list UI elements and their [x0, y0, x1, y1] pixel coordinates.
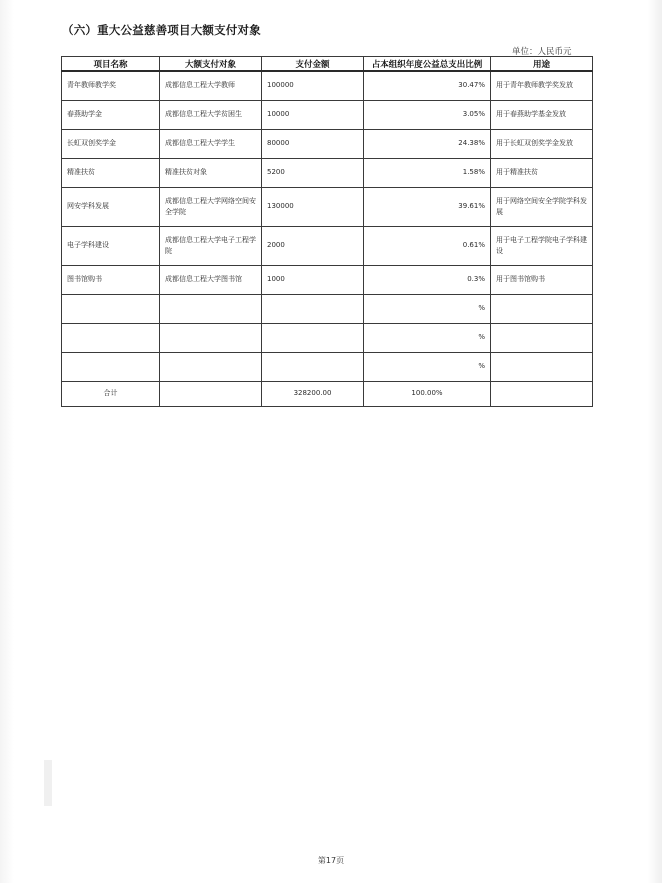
- cell-ratio: 3.05%: [364, 100, 491, 129]
- table-row: [62, 187, 593, 226]
- cell-purpose: 用于青年教师教学奖发放: [491, 71, 593, 100]
- cell-purpose: 用于电子工程学院电子学科建设: [491, 226, 593, 265]
- cell-amount: 130000: [262, 187, 364, 226]
- table-row: [62, 100, 593, 129]
- cell-purpose: 用于网络空间安全学院学科发展: [491, 187, 593, 226]
- total-payee: [160, 381, 262, 406]
- cell-ratio: 39.61%: [364, 187, 491, 226]
- cell-ratio: 1.58%: [364, 158, 491, 187]
- cell-ratio: %: [364, 294, 491, 323]
- table-row: [62, 265, 593, 294]
- header-project-name: 项目名称: [62, 57, 160, 72]
- cell-purpose: 用于精准扶贫: [491, 158, 593, 187]
- cell-payee: [160, 352, 262, 381]
- cell-payee: 成都信息工程大学教师: [160, 71, 262, 100]
- page-number: 第17页: [317, 856, 345, 865]
- table-row: [62, 158, 593, 187]
- cell-purpose: [491, 352, 593, 381]
- cell-ratio: %: [364, 323, 491, 352]
- cell-amount: 2000: [262, 226, 364, 265]
- cell-ratio: 24.38%: [364, 129, 491, 158]
- cell-project-name: 精准扶贫: [62, 158, 160, 187]
- table-row: [62, 129, 593, 158]
- cell-project-name: 春燕助学金: [62, 100, 160, 129]
- cell-amount: [262, 294, 364, 323]
- cell-amount: 10000: [262, 100, 364, 129]
- total-purpose: [491, 381, 593, 406]
- total-ratio: 100.00%: [364, 381, 491, 406]
- cell-purpose: [491, 323, 593, 352]
- payment-table: [61, 56, 593, 407]
- cell-payee: [160, 294, 262, 323]
- total-amount: 328200.00: [262, 381, 364, 406]
- table-row: [62, 226, 593, 265]
- section-title: （六）重大公益慈善项目大额支付对象: [62, 23, 261, 37]
- cell-amount: 1000: [262, 265, 364, 294]
- table-row: [62, 323, 593, 352]
- table-row: [62, 294, 593, 323]
- cell-purpose: 用于春燕助学基金发放: [491, 100, 593, 129]
- cell-ratio: 30.47%: [364, 71, 491, 100]
- cell-ratio: 0.61%: [364, 226, 491, 265]
- currency-unit: 单位：人民币元: [512, 47, 572, 57]
- table-row: [62, 71, 593, 100]
- scan-mark: [44, 760, 52, 806]
- cell-payee: 成都信息工程大学网络空间安全学院: [160, 187, 262, 226]
- cell-project-name: [62, 323, 160, 352]
- cell-amount: 100000: [262, 71, 364, 100]
- cell-amount: [262, 352, 364, 381]
- header-ratio: 占本组织年度公益总支出比例: [364, 57, 491, 72]
- cell-amount: 80000: [262, 129, 364, 158]
- table-header-row: [62, 57, 593, 72]
- total-label: 合计: [62, 381, 160, 406]
- cell-ratio: 0.3%: [364, 265, 491, 294]
- header-amount: 支付金额: [262, 57, 364, 72]
- header-payee: 大额支付对象: [160, 57, 262, 72]
- cell-project-name: 网安学科发展: [62, 187, 160, 226]
- cell-project-name: 图书馆购书: [62, 265, 160, 294]
- cell-project-name: 电子学科建设: [62, 226, 160, 265]
- cell-payee: 成都信息工程大学电子工程学院: [160, 226, 262, 265]
- cell-project-name: [62, 294, 160, 323]
- cell-payee: 成都信息工程大学图书馆: [160, 265, 262, 294]
- cell-payee: [160, 323, 262, 352]
- cell-payee: 成都信息工程大学学生: [160, 129, 262, 158]
- cell-ratio: %: [364, 352, 491, 381]
- cell-purpose: 用于图书馆购书: [491, 265, 593, 294]
- cell-project-name: 青年教师教学奖: [62, 71, 160, 100]
- cell-project-name: [62, 352, 160, 381]
- cell-amount: [262, 323, 364, 352]
- header-purpose: 用途: [491, 57, 593, 72]
- cell-purpose: [491, 294, 593, 323]
- cell-payee: 成都信息工程大学贫困生: [160, 100, 262, 129]
- cell-payee: 精准扶贫对象: [160, 158, 262, 187]
- cell-amount: 5200: [262, 158, 364, 187]
- table-row: [62, 352, 593, 381]
- table-total-row: [62, 381, 593, 406]
- cell-purpose: 用于长虹双创奖学金发放: [491, 129, 593, 158]
- cell-project-name: 长虹双创奖学金: [62, 129, 160, 158]
